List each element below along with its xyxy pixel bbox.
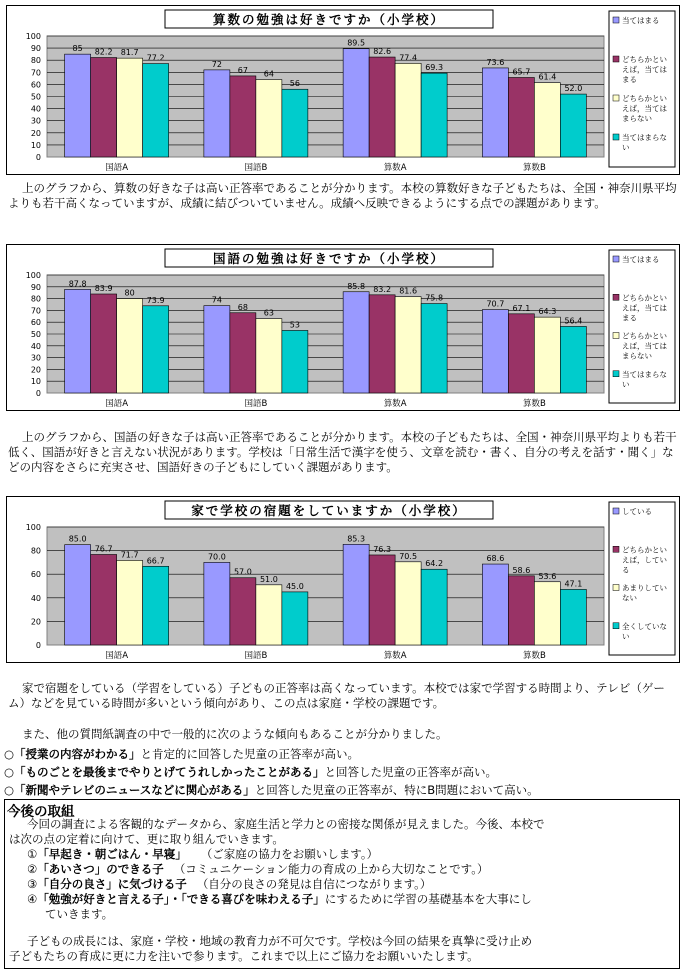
bar <box>91 58 117 157</box>
paragraph-homework <box>8 681 680 711</box>
data-label: 47.1 <box>564 579 583 589</box>
bar <box>508 314 534 393</box>
future-efforts-title: 今後の取組 <box>7 804 75 820</box>
chart-homework <box>6 496 680 663</box>
data-label: 89.5 <box>347 38 366 48</box>
paragraph-japanese <box>8 430 680 475</box>
legend-label: る <box>622 565 630 575</box>
future-efforts-box <box>4 799 680 969</box>
bar <box>421 73 447 157</box>
legend-label: どちらかとい <box>622 331 667 341</box>
finding-1-bold: 「授業の内容がわかる」 <box>14 747 141 761</box>
goal-1-number: ① <box>27 847 38 861</box>
y-tick-label: 30 <box>30 116 41 126</box>
data-label: 65.7 <box>512 67 531 77</box>
data-label: 82.6 <box>373 47 392 57</box>
bar <box>117 58 143 157</box>
data-label: 64 <box>263 69 274 79</box>
chart-title: 国語の勉強は好きですか（小学校） <box>212 251 446 266</box>
bar <box>65 54 91 157</box>
bar <box>204 562 230 645</box>
data-label: 53 <box>289 320 300 330</box>
data-label: 63 <box>263 308 274 318</box>
bar <box>230 76 256 157</box>
data-label: 77.2 <box>146 53 165 63</box>
legend-swatch <box>613 508 619 514</box>
legend-box <box>609 502 675 655</box>
data-label: 64.3 <box>538 307 557 317</box>
y-tick-label: 90 <box>30 282 41 292</box>
data-label: 80 <box>124 288 135 298</box>
finding-3-rest: と回答した児童の正答率が、特にB問題において高い。 <box>254 783 539 797</box>
finding-2-rest: と回答した児童の正答率が高い。 <box>324 765 498 779</box>
y-tick-label: 10 <box>30 377 41 387</box>
y-tick-label: 20 <box>30 617 41 627</box>
legend-swatch <box>613 371 619 377</box>
bar <box>369 555 395 645</box>
bar <box>534 582 560 645</box>
bar <box>117 299 143 393</box>
goal-1 <box>27 847 378 862</box>
data-label: 57.0 <box>233 567 252 577</box>
chart-math-like <box>6 5 680 175</box>
data-label: 53.6 <box>538 571 557 581</box>
circle-bullet-icon: ○ <box>4 783 15 797</box>
goal-4 <box>27 892 532 907</box>
data-label: 77.4 <box>399 53 418 63</box>
bar <box>534 83 560 157</box>
legend-label: まる <box>622 75 637 84</box>
data-label: 75.8 <box>425 293 444 303</box>
legend-swatch <box>613 134 619 140</box>
legend-label: 当てはまる <box>622 255 660 264</box>
finding-1 <box>4 747 680 762</box>
legend-swatch <box>613 585 619 591</box>
chart-math-like-svg <box>7 6 679 174</box>
paragraph-homework-text: 家で宿題をしている（学習をしている）子どもの正答率は高くなっています。本校では家で学習する時間より、テレビ（ゲーム）などを見ている時間が多いという傾向があり、この点は家庭・学校の課題です。 <box>8 681 665 710</box>
data-label: 85.0 <box>68 534 87 544</box>
data-label: 70.7 <box>486 299 505 309</box>
y-tick-label: 80 <box>30 294 41 304</box>
finding-2 <box>4 765 680 780</box>
data-label: 73.6 <box>486 57 505 67</box>
paragraph-math <box>8 181 680 211</box>
data-label: 61.4 <box>538 72 557 82</box>
y-tick-label: 80 <box>30 546 41 556</box>
y-tick-label: 40 <box>30 341 41 351</box>
bar <box>560 326 586 393</box>
data-label: 68 <box>237 302 248 312</box>
chart-japanese-like <box>6 244 680 411</box>
data-label: 76.3 <box>373 544 392 554</box>
data-label: 81.6 <box>399 286 418 296</box>
bar <box>204 306 230 393</box>
legend-label: している <box>622 507 652 516</box>
chart-japanese-like-svg <box>7 245 679 410</box>
x-tick-label: 国語B <box>244 163 268 173</box>
data-label: 70.5 <box>399 551 418 561</box>
bar <box>560 589 586 645</box>
legend-swatch <box>613 294 619 300</box>
future-line-2: は次の点の定着に向けて、更に取り組んでいきます。 <box>9 832 284 846</box>
goal-4-continued: ていきます。 <box>45 907 114 921</box>
finding-1-rest: と肯定的に回答した児童の正答率が高い。 <box>140 747 360 761</box>
legend-label: ない <box>622 593 637 603</box>
legend-label: えば，当ては <box>622 65 667 74</box>
bar <box>482 68 508 157</box>
bar <box>395 562 421 645</box>
legend-label: あまりしてい <box>622 583 667 593</box>
x-tick-label: 国語A <box>105 399 129 409</box>
data-label: 83.9 <box>94 283 113 293</box>
legend-label: まらない <box>622 351 652 361</box>
data-label: 56.4 <box>564 316 583 326</box>
goal-3 <box>27 877 431 892</box>
y-tick-label: 50 <box>30 92 41 102</box>
data-label: 83.2 <box>373 284 392 294</box>
legend-label: どちらかとい <box>622 293 667 303</box>
legend-label: い <box>622 379 630 389</box>
data-label: 81.7 <box>120 48 139 58</box>
legend-label: 当てはまらな <box>622 133 667 142</box>
bar <box>343 292 369 393</box>
bar <box>65 545 91 645</box>
data-label: 56 <box>289 79 300 89</box>
legend-swatch <box>613 333 619 339</box>
data-label: 85.8 <box>347 281 366 291</box>
y-tick-label: 60 <box>30 318 41 328</box>
y-tick-label: 20 <box>30 365 41 375</box>
bar <box>482 564 508 645</box>
paragraph-japanese-text: 上のグラフから、国語の好きな子は高い正答率であることが分かります。本校の子どもたちは、全国・神奈川県平均よりも若干低く、国語が好きと言えない状況があります。学校は「日常生活で漢字を使う、文章を読む・書く、自分の考えを話す・聞く」などの内容をさらに充実させ、国語好きの子どもにしていく課題があります。 <box>8 430 677 474</box>
bar <box>91 554 117 645</box>
legend-box <box>609 250 675 403</box>
data-label: 68.6 <box>486 554 505 564</box>
x-tick-label: 算数B <box>522 651 546 661</box>
bar <box>508 576 534 645</box>
data-label: 67.1 <box>512 303 531 313</box>
x-tick-label: 国語A <box>105 163 129 173</box>
bar <box>143 64 169 157</box>
bar <box>395 297 421 393</box>
chart-homework-svg <box>7 497 679 662</box>
y-tick-label: 80 <box>30 56 41 66</box>
bar <box>143 306 169 393</box>
y-tick-label: 70 <box>30 68 41 78</box>
bar <box>204 70 230 157</box>
goal-4-rest: にするために学習の基礎基本を大事にし <box>324 892 532 906</box>
finding-3 <box>4 783 680 798</box>
data-label: 72 <box>211 59 222 69</box>
y-tick-label: 100 <box>25 32 41 41</box>
legend-swatch <box>613 623 619 629</box>
bar <box>369 295 395 393</box>
bar <box>508 78 534 157</box>
goal-3-number: ③ <box>27 877 38 891</box>
y-tick-label: 40 <box>30 104 41 114</box>
bar <box>230 313 256 393</box>
circle-bullet-icon: ○ <box>4 747 15 761</box>
data-label: 70.0 <box>207 552 226 562</box>
x-tick-label: 国語A <box>105 651 129 661</box>
bar <box>282 592 308 645</box>
legend-label: どちらかとい <box>622 94 667 103</box>
bar <box>534 317 560 393</box>
future-line-closing-2: 子どもたちの育成に更に力を注いで参ります。これまで以上にご協力をお願いいたします。 <box>9 949 479 963</box>
data-label: 87.8 <box>68 279 87 289</box>
finding-2-bold: 「ものごとを最後までやりとげてうれしかったことがある」 <box>14 765 325 779</box>
data-label: 69.3 <box>425 63 444 73</box>
bar <box>482 310 508 393</box>
y-tick-label: 100 <box>25 271 41 280</box>
bar <box>282 89 308 157</box>
goal-2-bold: 「あいさつ」のできる子 <box>37 862 164 876</box>
x-tick-label: 国語B <box>244 399 268 409</box>
legend-label: い <box>622 143 630 152</box>
data-label: 67 <box>237 65 248 75</box>
paragraph-math-text: 上のグラフから、算数の好きな子は高い正答率であることが分かります。本校の算数好きな子どもたちは、全国・神奈川県平均よりも若干高くなっていますが、成績に結びついていません。成績へ反映できるようにする点での課題があります。 <box>8 181 677 210</box>
goal-4-bold: 「勉強が好きと言える子」・「できる喜びを味わえる子」 <box>37 892 325 906</box>
y-tick-label: 0 <box>35 641 41 650</box>
x-tick-label: 算数A <box>383 163 407 173</box>
legend-label: まらない <box>622 114 652 123</box>
data-label: 51.0 <box>259 574 278 584</box>
bar <box>143 566 169 645</box>
legend-box <box>609 11 675 167</box>
bar <box>282 330 308 393</box>
y-tick-label: 10 <box>30 140 41 150</box>
data-label: 66.7 <box>146 556 165 566</box>
goal-1-bold: 「早起き・朝ごはん・早寝」 <box>37 847 187 861</box>
goal-4-number: ④ <box>27 892 38 906</box>
bar <box>369 57 395 157</box>
y-tick-label: 60 <box>30 80 41 90</box>
paragraph-survey <box>8 727 680 742</box>
y-tick-label: 70 <box>30 306 41 316</box>
legend-label: 全くしていな <box>622 621 667 631</box>
legend-label: どちらかとい <box>622 55 667 64</box>
x-tick-label: 算数A <box>383 651 407 661</box>
data-label: 85.3 <box>347 534 366 544</box>
y-tick-label: 60 <box>30 570 41 580</box>
y-tick-label: 20 <box>30 128 41 138</box>
y-tick-label: 50 <box>30 330 41 339</box>
legend-label: えば，してい <box>622 555 667 565</box>
goal-2-rest: （コミュニケーション能力の育成の上から大切なことです。） <box>173 862 489 876</box>
y-tick-label: 0 <box>35 389 41 398</box>
bar <box>256 319 282 393</box>
data-label: 52.0 <box>564 84 583 94</box>
bar <box>421 569 447 645</box>
data-label: 76.7 <box>94 544 113 554</box>
bar <box>65 289 91 393</box>
data-label: 58.6 <box>512 565 531 575</box>
bar <box>117 560 143 645</box>
legend-label: い <box>622 631 630 641</box>
data-label: 74 <box>211 295 222 305</box>
data-label: 64.2 <box>425 559 444 569</box>
bar <box>560 94 586 157</box>
bar <box>256 585 282 645</box>
bar <box>91 294 117 393</box>
x-tick-label: 算数A <box>383 399 407 409</box>
y-tick-label: 40 <box>30 593 41 603</box>
y-tick-label: 0 <box>35 153 41 162</box>
legend-swatch <box>613 17 619 23</box>
chart-title: 算数の勉強は好きですか（小学校） <box>212 12 446 27</box>
future-line-1: 今回の調査による客観的なデータから、家庭生活と学力との密接な関係が見えました。今後、本校で <box>27 817 545 831</box>
legend-label: まる <box>622 313 637 323</box>
bar <box>230 578 256 645</box>
legend-label: えば，当ては <box>622 104 667 113</box>
bar <box>256 80 282 157</box>
finding-3-bold: 「新聞やテレビのニュースなどに関心がある」 <box>14 783 255 797</box>
y-tick-label: 30 <box>30 353 41 363</box>
legend-label: 当てはまる <box>622 16 660 25</box>
bar <box>343 544 369 645</box>
legend-label: どちらかとい <box>622 545 667 555</box>
x-tick-label: 算数B <box>522 163 546 173</box>
y-tick-label: 90 <box>30 44 41 54</box>
legend-label: えば，当ては <box>622 303 667 313</box>
bar <box>395 63 421 157</box>
bar <box>343 49 369 157</box>
goal-1-rest: （ご家庭の協力をお願いします。） <box>200 847 379 861</box>
legend-swatch <box>613 256 619 262</box>
circle-bullet-icon: ○ <box>4 765 15 779</box>
x-tick-label: 国語B <box>244 651 268 661</box>
goal-3-rest: （自分の良さの発見は自信につながります。） <box>196 877 432 891</box>
data-label: 45.0 <box>285 581 304 591</box>
legend-label: えば，当ては <box>622 341 667 351</box>
data-label: 71.7 <box>120 550 139 560</box>
goal-2-number: ② <box>27 862 38 876</box>
chart-title: 家で学校の宿題をしていますか（小学校） <box>191 503 467 518</box>
paragraph-survey-text: また、他の質問紙調査の中で一般的に次のような傾向もあることが分かりました。 <box>22 727 448 741</box>
y-tick-label: 100 <box>25 523 41 532</box>
legend-swatch <box>613 95 619 101</box>
future-line-closing-1: 子どもの成長には、家庭・学校・地域の教育力が不可欠です。学校は今回の結果を真摯に受け止め <box>27 934 533 948</box>
goal-2 <box>27 862 488 877</box>
goal-3-bold: 「自分の良さ」に気づける子 <box>37 877 187 891</box>
bar <box>421 304 447 393</box>
data-label: 82.2 <box>94 47 113 57</box>
x-tick-label: 算数B <box>522 399 546 409</box>
data-label: 85 <box>72 44 83 54</box>
data-label: 73.9 <box>146 295 165 305</box>
legend-label: 当てはまらな <box>622 369 667 379</box>
legend-swatch <box>613 546 619 552</box>
legend-swatch <box>613 56 619 62</box>
